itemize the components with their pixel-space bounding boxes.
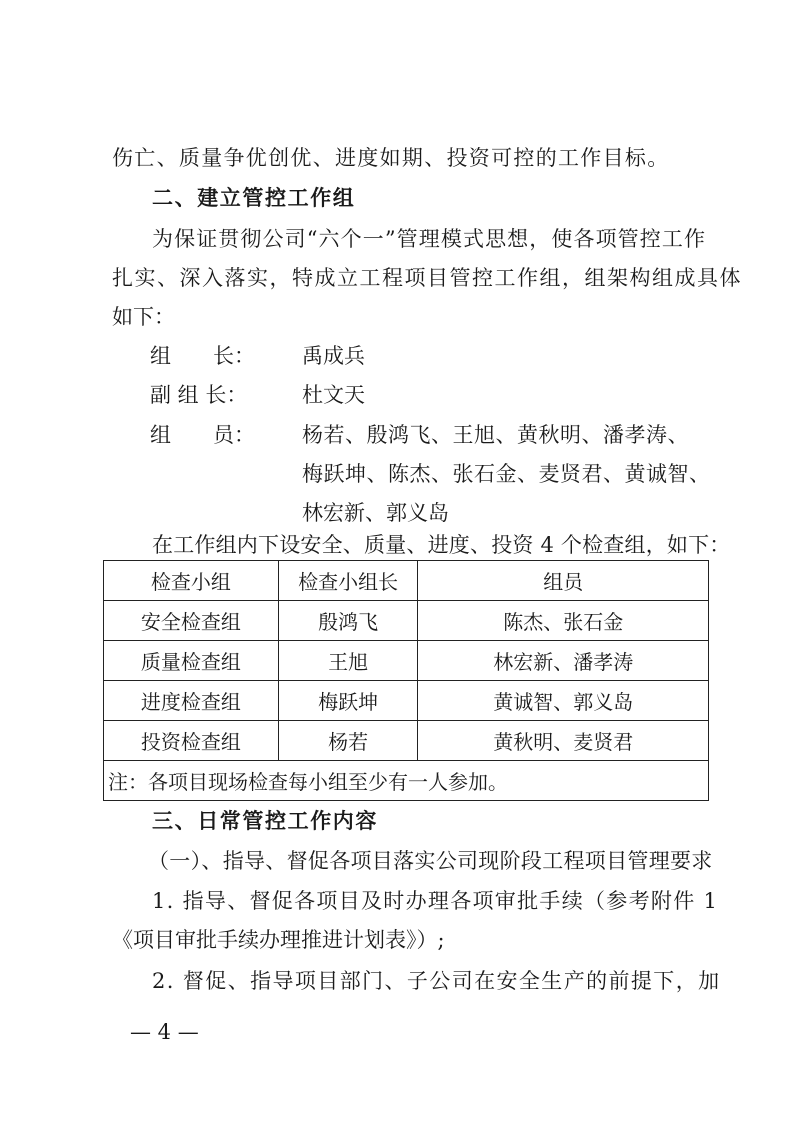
deputy-leader-value: 杜文天 (302, 383, 365, 407)
deputy-leader-label: 副 组 长： (150, 383, 248, 407)
table-cell: 王旭 (278, 641, 418, 681)
table-row (104, 601, 709, 641)
members-label: 组 员： (150, 423, 255, 447)
page-number: — 4 — (130, 1020, 199, 1044)
table-note-row (104, 761, 709, 801)
table-cell: 陈杰、张石金 (418, 601, 709, 641)
leader-value: 禹成兵 (302, 344, 365, 368)
item-1-line-1: 1. 指导、督促各项目及时办理各项审批手续（参考附件 1 (152, 889, 719, 913)
table-cell: 安全检查组 (104, 601, 279, 641)
table-header-cell: 组员 (418, 561, 709, 601)
table-cell: 殷鸿飞 (278, 601, 418, 641)
paragraph-1-line-3: 如下： (112, 305, 175, 329)
members-line-1: 杨若、殷鸿飞、王旭、黄秋明、潘孝涛、 (302, 423, 689, 447)
leader-label: 组 长： (150, 344, 255, 368)
table-note: 注：各项目现场检查每小组至少有一人参加。 (104, 761, 709, 801)
paragraph-1-line-2: 扎实、深入落实，特成立工程项目管控工作组，组架构组成具体 (112, 266, 742, 290)
section-heading-3: 三、日常管控工作内容 (152, 809, 378, 833)
members-line-3: 林宏新、郭义岛 (302, 501, 449, 525)
item-2-line-1: 2. 督促、指导项目部门、子公司在安全生产的前提下，加 (152, 969, 721, 993)
table-cell: 投资检查组 (104, 721, 279, 761)
section-heading-2: 二、建立管控工作组 (152, 186, 356, 210)
table-cell: 黄诚智、郭义岛 (418, 681, 709, 721)
table-cell: 林宏新、潘孝涛 (418, 641, 709, 681)
item-1-line-2: 《项目审批手续办理推进计划表》）; (112, 928, 445, 952)
table-cell: 进度检查组 (104, 681, 279, 721)
inspection-group-table (103, 560, 709, 801)
body-line-1: 伤亡、质量争优创优、进度如期、投资可控的工作目标。 (112, 146, 670, 170)
table-row (104, 681, 709, 721)
table-cell: 梅跃坤 (278, 681, 418, 721)
table-row (104, 641, 709, 681)
table-header-row (104, 561, 709, 601)
table-header-cell: 检查小组长 (278, 561, 418, 601)
table-header-cell: 检查小组 (104, 561, 279, 601)
table-cell: 黄秋明、麦贤君 (418, 721, 709, 761)
members-line-2: 梅跃坤、陈杰、张石金、麦贤君、黄诚智、 (302, 462, 711, 486)
table-cell: 质量检查组 (104, 641, 279, 681)
subsection-1: （一）、指导、督促各项目落实公司现阶段工程项目管理要求 (148, 849, 713, 873)
table-row (104, 721, 709, 761)
paragraph-2: 在工作组内下设安全、质量、进度、投资 4 个检查组，如下： (152, 533, 731, 557)
table-cell: 杨若 (278, 721, 418, 761)
paragraph-1-line-1: 为保证贯彻公司“六个一”管理模式思想，使各项管控工作 (152, 227, 707, 251)
